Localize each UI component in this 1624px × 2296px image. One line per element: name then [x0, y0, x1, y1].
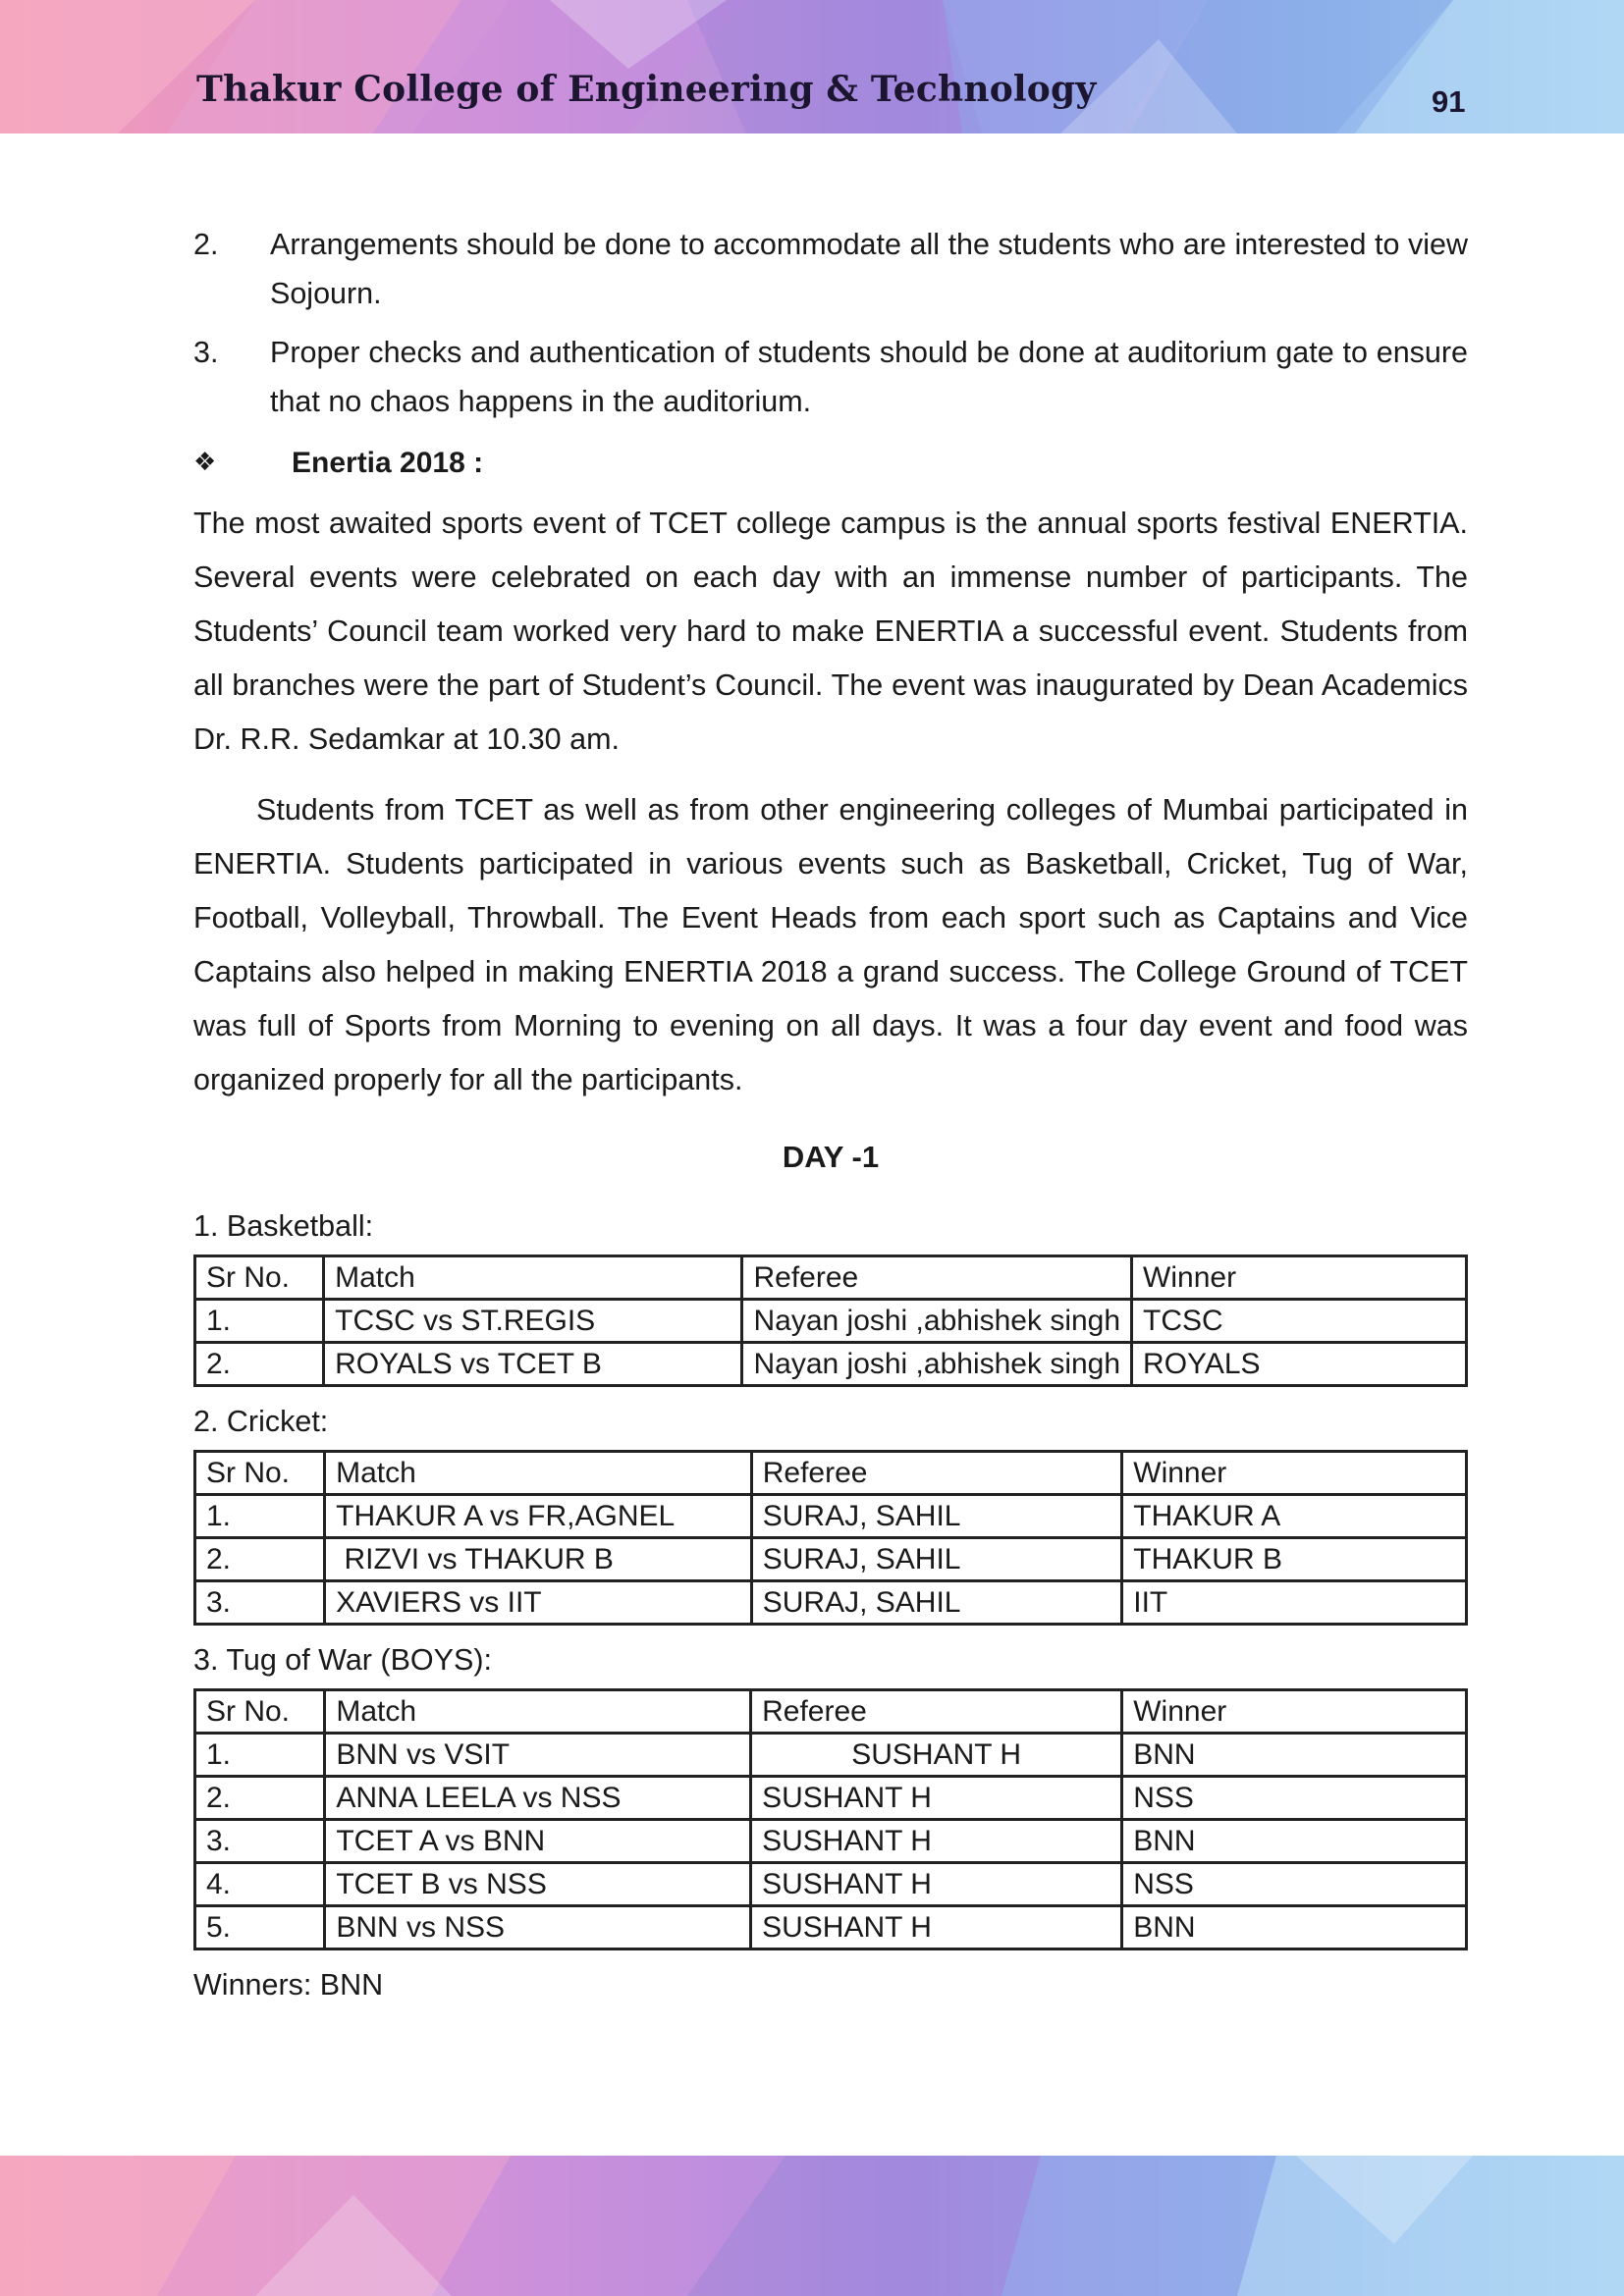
- table-cell: 1.: [195, 1495, 325, 1538]
- table-row: [195, 1863, 1467, 1906]
- table-cell: 3.: [195, 1820, 325, 1863]
- list-item-text: Arrangements should be done to accommodate all the students who are interested to view Sojourn.: [270, 228, 1468, 310]
- table-row: [195, 1343, 1467, 1386]
- table-caption: 1. Basketball:: [193, 1209, 374, 1243]
- table-cell: 4.: [195, 1863, 325, 1906]
- list-item-text: Proper checks and authentication of students should be done at auditorium gate to ensure that no chaos happens in the auditorium.: [270, 336, 1468, 418]
- table-cell: SUSHANT H: [751, 1734, 1122, 1777]
- table-cell: TCET B vs NSS: [325, 1863, 751, 1906]
- table-row: [195, 1495, 1467, 1538]
- tug-of-war-table: [193, 1688, 1468, 1950]
- column-header: Match: [324, 1256, 742, 1300]
- column-header: Referee: [751, 1452, 1122, 1495]
- day-heading: DAY -1: [782, 1140, 880, 1174]
- page-number: 91: [1432, 84, 1466, 119]
- table-cell: SUSHANT H: [751, 1863, 1122, 1906]
- table-cell: THAKUR A vs FR,AGNEL: [325, 1495, 752, 1538]
- table-cell: SURAJ, SAHIL: [751, 1581, 1122, 1625]
- table-caption: 3. Tug of War (BOYS):: [193, 1643, 492, 1677]
- diamond-bullet-icon: ❖: [193, 447, 217, 477]
- table-caption: 2. Cricket:: [193, 1405, 329, 1438]
- table-cell: RIZVI vs THAKUR B: [325, 1538, 752, 1581]
- table-cell: TCSC: [1132, 1300, 1467, 1343]
- table-cell: BNN: [1122, 1906, 1467, 1949]
- list-item: [193, 328, 1468, 426]
- table-header-row: [195, 1256, 1467, 1300]
- header-banner-graphic: [0, 0, 1624, 133]
- column-header: Referee: [742, 1256, 1132, 1300]
- table-cell: BNN vs VSIT: [325, 1734, 751, 1777]
- paragraph: Students from TCET as well as from other engineering colleges of Mumbai participated in ENERTIA. Students participated in various events such as Basketball, Cricket, Tug of War, Football, Volleyball, Throwball. The Event Heads from each sport such as Captains and Vice Captains also helped in making ENERTIA 2018 a grand success. The College Ground of TCET was full of Sports from Morning to evening on all days. It was a four day event and food was organized properly for all the participants.: [193, 793, 1468, 1096]
- table-cell: NSS: [1122, 1863, 1467, 1906]
- table-cell: 2.: [195, 1538, 325, 1581]
- table-cell: 3.: [195, 1581, 325, 1625]
- table-cell: 5.: [195, 1906, 325, 1949]
- table-cell: BNN: [1122, 1734, 1467, 1777]
- basketball-table: [193, 1255, 1468, 1387]
- table-cell: SUSHANT H: [751, 1906, 1122, 1949]
- table-cell: SURAJ, SAHIL: [751, 1495, 1122, 1538]
- table-header-row: [195, 1690, 1467, 1734]
- cricket-table: [193, 1450, 1468, 1626]
- column-header: Winner: [1122, 1452, 1467, 1495]
- table-cell: ROYALS: [1132, 1343, 1467, 1386]
- section-heading: [193, 438, 1468, 487]
- footer-banner-graphic: [0, 2156, 1624, 2296]
- header-title: Thakur College of Engineering & Technology: [196, 69, 1097, 110]
- table-row: [195, 1820, 1467, 1863]
- list-item: [193, 220, 1468, 318]
- column-header: Sr No.: [195, 1452, 325, 1495]
- column-header: Referee: [751, 1690, 1122, 1734]
- footer-banner: [0, 2156, 1624, 2296]
- table-cell: BNN vs NSS: [325, 1906, 751, 1949]
- table-cell: THAKUR B: [1122, 1538, 1467, 1581]
- table-row: [195, 1777, 1467, 1820]
- table-cell: 1.: [195, 1300, 324, 1343]
- table-cell: IIT: [1122, 1581, 1467, 1625]
- table-row: [195, 1906, 1467, 1949]
- column-header: Match: [325, 1452, 752, 1495]
- table-cell: 2.: [195, 1343, 324, 1386]
- table-row: [195, 1581, 1467, 1625]
- table-row: [195, 1734, 1467, 1777]
- list-item-number: 2.: [193, 228, 219, 261]
- table-cell: ANNA LEELA vs NSS: [325, 1777, 751, 1820]
- table-cell: TCET A vs BNN: [325, 1820, 751, 1863]
- column-header: Sr No.: [195, 1256, 324, 1300]
- table-cell: BNN: [1122, 1820, 1467, 1863]
- table-cell: TCSC vs ST.REGIS: [324, 1300, 742, 1343]
- column-header: Winner: [1132, 1256, 1467, 1300]
- table-cell: SUSHANT H: [751, 1777, 1122, 1820]
- header-banner: [0, 0, 1624, 133]
- winners-note: Winners: BNN: [193, 1968, 384, 2002]
- table-cell: SUSHANT H: [751, 1820, 1122, 1863]
- table-cell: Nayan joshi ,abhishek singh: [742, 1300, 1132, 1343]
- table-cell: THAKUR A: [1122, 1495, 1467, 1538]
- column-header: Match: [325, 1690, 751, 1734]
- paragraph: The most awaited sports event of TCET college campus is the annual sports festival ENERTIA. Several events were celebrated on each day with an immense number of participants. The Students’ Council team worked very hard to make ENERTIA a successful event. Students from all branches were the part of Student’s Council. The event was inaugurated by Dean Academics Dr. R.R. Sedamkar at 10.30 am.: [193, 507, 1468, 756]
- section-title: Enertia 2018 :: [292, 446, 484, 479]
- table-cell: 1.: [195, 1734, 325, 1777]
- table-cell: XAVIERS vs IIT: [325, 1581, 752, 1625]
- table-cell: 2.: [195, 1777, 325, 1820]
- table-row: [195, 1538, 1467, 1581]
- table-cell: ROYALS vs TCET B: [324, 1343, 742, 1386]
- column-header: Sr No.: [195, 1690, 325, 1734]
- table-row: [195, 1300, 1467, 1343]
- list-item-number: 3.: [193, 336, 219, 369]
- table-cell: NSS: [1122, 1777, 1467, 1820]
- column-header: Winner: [1122, 1690, 1467, 1734]
- page-content: [193, 220, 1468, 2009]
- table-cell: Nayan joshi ,abhishek singh: [742, 1343, 1132, 1386]
- table-cell: SURAJ, SAHIL: [751, 1538, 1122, 1581]
- table-header-row: [195, 1452, 1467, 1495]
